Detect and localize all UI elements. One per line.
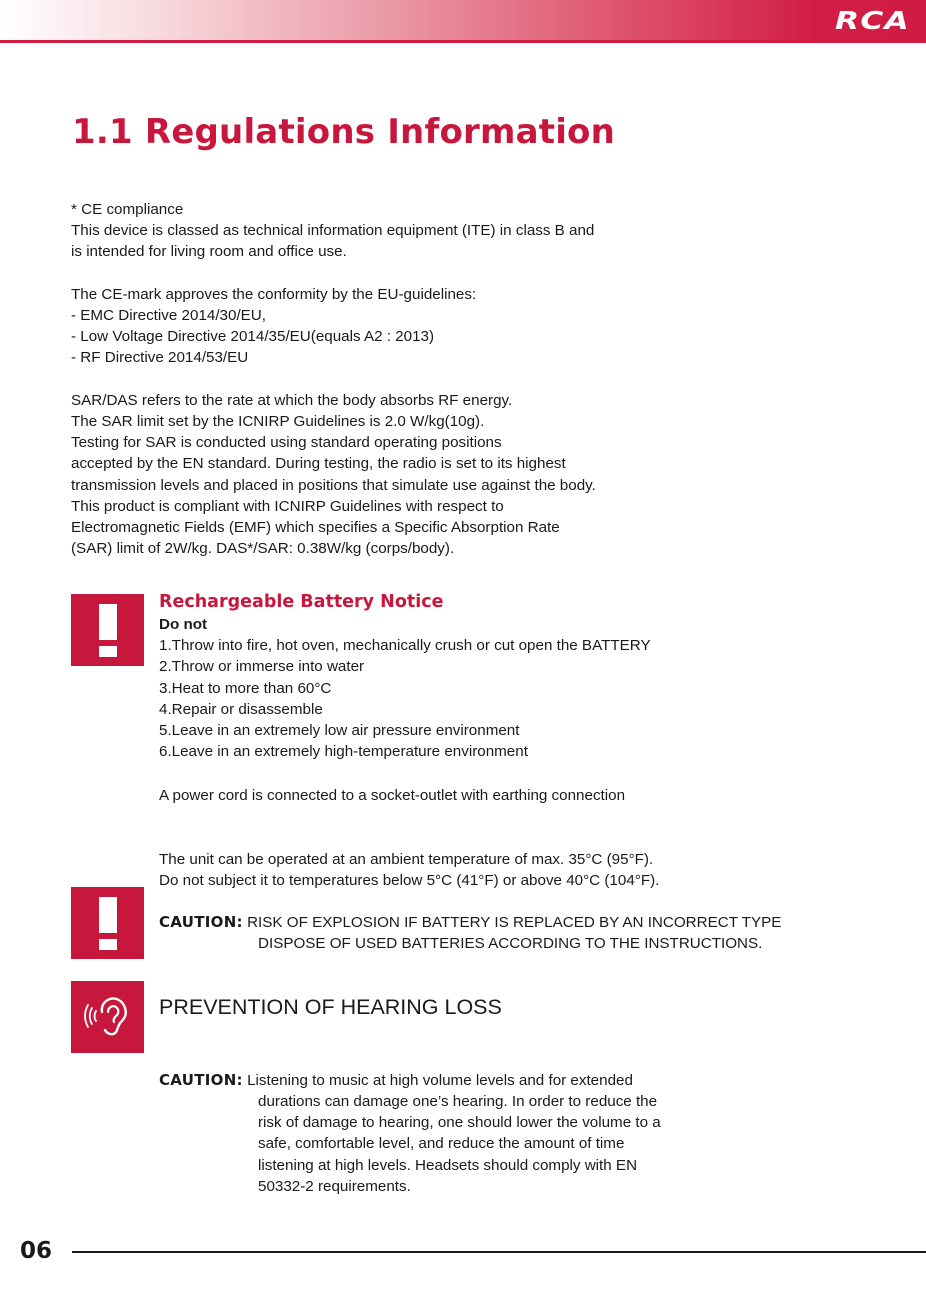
list-item: 2.Throw or immerse into water: [159, 658, 365, 676]
battery-caution-line1: [159, 912, 781, 933]
ce-line: SAR/DAS refers to the rate at which the body absorbs RF energy.: [71, 391, 513, 409]
temperature-line: Do not subject it to temperatures below 5°C (41°F) or above 40°C (104°F).: [159, 872, 660, 890]
page-title: 1.1 Regulations Information: [72, 112, 616, 152]
list-item: 5.Leave in an extremely low air pressure environment: [159, 722, 520, 740]
list-item: 1.Throw into fire, hot oven, mechanically crush or cut open the BATTERY: [159, 637, 651, 655]
caution-text: DISPOSE OF USED BATTERIES ACCORDING TO THE INSTRUCTIONS.: [258, 935, 763, 952]
temperature-line: The unit can be operated at an ambient temperature of max. 35°C (95°F).: [159, 851, 654, 868]
ce-line: - EMC Directive 2014/30/EU,: [71, 307, 266, 325]
list-item: 6.Leave in an extremely high-temperature environment: [159, 743, 528, 761]
list-item: 4.Repair or disassemble: [159, 700, 323, 718]
caution-label: CAUTION:: [159, 1071, 243, 1089]
caution-label: CAUTION:: [159, 913, 243, 931]
ce-line: accepted by the EN standard. During testing, the radio is set to its highest: [71, 455, 566, 473]
ce-line: [71, 369, 691, 390]
caution-text: Listening to music at high volume levels and for extended: [247, 1072, 633, 1089]
ce-line: is intended for living room and office use.: [71, 243, 347, 261]
ce-line: The SAR limit set by the ICNIRP Guidelines is 2.0 W/kg(10g).: [71, 413, 485, 431]
power-cord-note: [159, 785, 625, 806]
page-number: 06: [20, 1238, 53, 1264]
ce-line: Testing for SAR is conducted using standard operating positions: [71, 434, 502, 452]
battery-notice-heading: Rechargeable Battery Notice: [159, 592, 444, 612]
power-cord-text: A power cord is connected to a socket-outlet with earthing connection: [159, 787, 626, 804]
ce-line: This device is classed as technical information equipment (ITE) in class B and: [71, 222, 595, 240]
battery-notice-section: [159, 590, 651, 762]
ce-line: (SAR) limit of 2W/kg. DAS*/SAR: 0.38W/kg (corps/body).: [71, 540, 455, 558]
footer-rule: [72, 1251, 926, 1253]
caution-text: 50332-2 requirements.: [258, 1177, 411, 1195]
ce-line: transmission levels and placed in positions that simulate use against the body.: [71, 476, 596, 494]
ear-sound-icon: [71, 981, 144, 1053]
brand-logo: RCA: [835, 6, 910, 35]
list-item: 3.Heat to more than 60°C: [159, 679, 332, 697]
hearing-heading: PREVENTION OF HEARING LOSS: [159, 995, 502, 1019]
ce-line: - Low Voltage Directive 2014/35/EU(equals A2 : 2013): [71, 328, 435, 346]
exclamation-icon: [71, 887, 144, 959]
header-bar: [0, 0, 926, 40]
ce-line: The CE-mark approves the conformity by the EU-guidelines:: [71, 285, 477, 303]
battery-caution-line2: [258, 933, 762, 954]
ce-line: [71, 263, 691, 284]
ce-line: Electromagnetic Fields (EMF) which specifies a Specific Absorption Rate: [71, 519, 560, 537]
hearing-caution-rest: [258, 1091, 661, 1197]
ce-line: This product is compliant with ICNIRP Guidelines with respect to: [71, 497, 504, 515]
temperature-note: [159, 849, 659, 891]
caution-text: RISK OF EXPLOSION IF BATTERY IS REPLACED BY AN INCORRECT TYPE: [247, 914, 782, 931]
exclamation-icon: [71, 594, 144, 666]
ce-compliance-section: [71, 199, 691, 559]
header-divider: [0, 40, 926, 43]
ce-line: - RF Directive 2014/53/EU: [71, 349, 249, 367]
caution-text: durations can damage one’s hearing. In order to reduce the: [258, 1093, 658, 1110]
do-not-label: Do not: [159, 616, 208, 633]
ce-line: * CE compliance: [71, 201, 184, 218]
caution-text: listening at high levels. Headsets should comply with EN: [258, 1156, 638, 1174]
caution-text: risk of damage to hearing, one should lower the volume to a: [258, 1114, 661, 1132]
hearing-caution-first: [159, 1070, 633, 1091]
caution-text: safe, comfortable level, and reduce the amount of time: [258, 1135, 625, 1153]
